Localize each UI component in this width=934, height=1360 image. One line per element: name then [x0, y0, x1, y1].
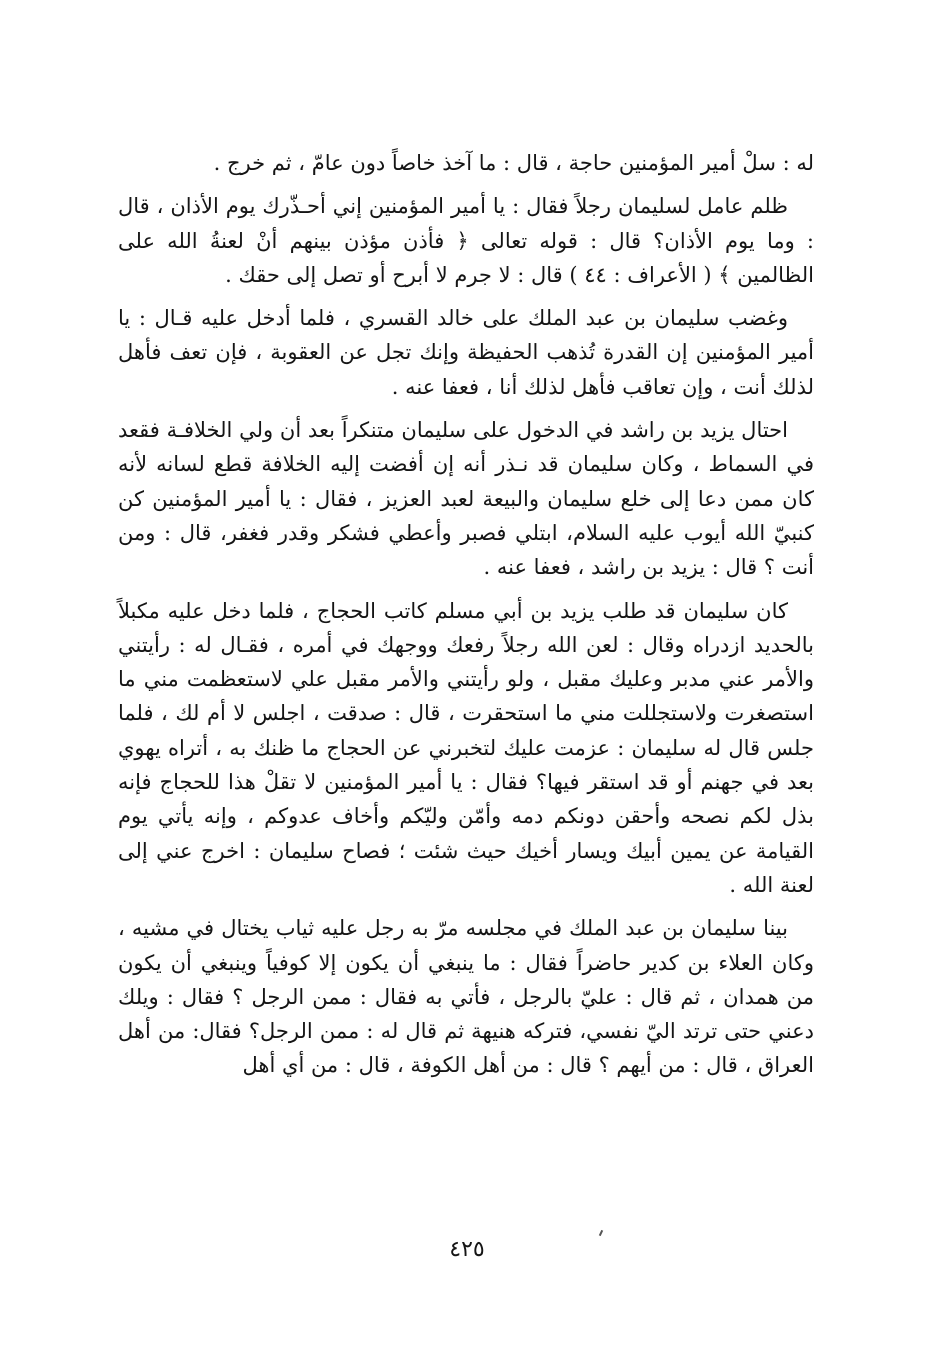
body-text: [118, 146, 814, 1083]
paragraph-3: وغضب سليمان بن عبد الملك على خالد القسري ، فلما أدخل عليه قـال : يا أمير المؤمنين إن القدرة تُذهب الحفيظة وإنك تجل عن العقوبة ، فإن تعف فأهل لذلك أنت ، وإن تعاقب فأهل لذلك أنا ، فعفا عنه .: [118, 306, 814, 399]
paragraph-4: احتال يزيد بن راشد في الدخول على سليمان متنكراً بعد أن ولي الخلافـة فقعد في السماط ، وكان سليمان قد نـذر أنه إن أفضت إليه الخلافة قطع لسانه لأنه كان ممن دعا إلى خلع سليمان والبيعة لعبد العزيز ، فقال : يا أمير المؤمنين كن كنبيّ الله أيوب عليه السلام، ابتلي فصبر وأعطي فشكر وقدر فغفر، قال : ومن أنت ؟ قال : يزيد بن راشد ، فعفا عنه .: [118, 418, 814, 580]
paragraph-6: بينا سليمان بن عبد الملك في مجلسه مرّ به رجل عليه ثياب يختال في مشيه ، وكان العلاء بن كدير حاضراً فقال : ما ينبغي أن يكون إلا كوفياً وينبغي أن يكون من همدان ، ثم قال : عليّ بالرجل ، فأتي به فقال : ممن الرجل ؟ فقال : ويلك دعني حتى ترتد اليّ نفسي، فتركه هنيهة ثم قال له : ممن الرجل؟ فقال: من أهل العراق ، قال : من أيهم ؟ قال : من أهل الكوفة ، قال : من أي أهل: [118, 916, 814, 1078]
paragraph-5: كان سليمان قد طلب يزيد بن أبي مسلم كاتب الحجاج ، فلما دخل عليه مكبلاً بالحديد ازدراه وقال : لعن الله رجلاً رفعك ووجهك في أمره ، فقـال له : رأيتني والأمر عني مدبر وعليك مقبل ، ولو رأيتني والأمر مقبل علي لاستعظمت مني ما استصغرت ولاستجللت مني ما استحقرت ، قال : صدقت ، اجلس لا أم لك ، فلما جلس قال له سليمان : عزمت عليك لتخبرني عن الحجاج ما ظنك به ، أتراه يهوي بعد في جهنم أو قد استقر فيها؟ فقال : يا أمير المؤمنين لا تقلْ هذا للحجاج فإنه بذل لكم نصحه وأحقن دونكم دمه وأمّن وليّكم وأخاف عدوكم ، وإنه يأتي يوم القيامة عن يمين أبيك ويسار أخيك حيث شئت ؛ فصاح سليمان : اخرج عني إلى لعنة الله .: [118, 598, 814, 897]
scan-speck: [599, 1230, 603, 1236]
paragraph-1: له : سلْ أمير المؤمنين حاجة ، قال : ما آخذ خاصاً دون عامّ ، ثم خرج .: [213, 151, 814, 175]
page-number: ٤٢٥: [449, 1237, 485, 1262]
paragraph-2: ظلم عامل لسليمان رجلاً فقال : يا أمير المؤمنين إني أحـذّرك يوم الأذان ، قال : وما يوم الأذان؟ قال : قوله تعالى ﴿ فأذن مؤذن بينهم أنْ لعنةُ الله على الظالمين ﴾ ( الأعراف : ٤٤ ) قال : لا جرم لا أبرح أو تصل إلى حقك .: [118, 194, 814, 287]
